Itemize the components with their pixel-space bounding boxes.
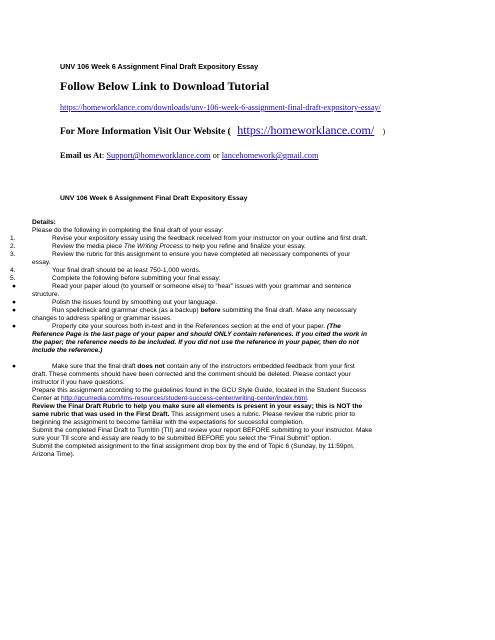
more-info-line <box>60 123 385 138</box>
bullet-item <box>52 363 355 370</box>
prepare-paragraph-line2 <box>32 395 309 402</box>
bullet-icon: ● <box>12 283 16 290</box>
more-info-close: ) <box>382 127 386 136</box>
bullet-text: Properly cite your sources both in-text and in the References section at the end of your paper. <box>52 323 327 330</box>
bullet-item-wrap: include the reference.) <box>32 347 103 354</box>
bullet-item <box>52 323 341 330</box>
list-number: 4. <box>10 267 16 274</box>
email-sep: : <box>101 151 107 160</box>
list-number: 2. <box>10 243 16 250</box>
bullet-item-wrap: draft. These comments should have been corrected and the comment should be deleted. Please contact your <box>32 371 351 378</box>
list-item-wrap: essay. <box>32 259 51 266</box>
list-item-text: to help you refine and finalize your essay. <box>183 243 306 250</box>
prepare-text: Center at <box>32 395 61 402</box>
top-title: UNV 106 Week 6 Assignment Final Draft Expository Essay <box>60 62 259 71</box>
bullet-icon: ● <box>12 299 16 306</box>
rubric-paragraph: Review the Final Draft Rubric to help you make sure all elements is present in your essay; this is NOT the <box>32 403 363 410</box>
list-item: Your final draft should be at least 750-1,000 words. <box>52 267 201 274</box>
list-number: 1. <box>10 235 16 242</box>
bullet-icon: ● <box>12 307 16 314</box>
email-label: Email us At <box>60 151 102 160</box>
bullet-item-wrap: the paper; the reference needs to be included. If you did not use the reference in your paper, then do not <box>32 339 359 346</box>
rubric-emphasis: same rubric that was used in the First Draft. <box>32 411 170 418</box>
details-label: Details: <box>32 219 56 226</box>
list-item: Revise your expository essay using the feedback received from your instructor on your outline and first draft. <box>52 235 368 242</box>
bullet-emphasis: does not <box>137 363 165 370</box>
bullet-text: submitting the final draft. Make any necessary <box>220 307 357 314</box>
rubric-paragraph-line3: beginning the assignment to become familiar with the expectations for successful completion. <box>32 419 304 426</box>
bullet-emphasis: (The <box>326 323 341 330</box>
rubric-paragraph-line2 <box>32 411 355 418</box>
media-title: The Writing Process <box>123 243 184 250</box>
bullet-text: Run spellcheck and grammar check (as a backup) <box>52 307 201 314</box>
submit-paragraph-line2: Arizona Time). <box>32 451 75 458</box>
follow-heading: Follow Below Link to Download Tutorial <box>60 79 270 93</box>
intro-text: Please do the following in completing the final draft of your essay: <box>32 227 224 234</box>
download-link[interactable]: https://homeworklance.com/downloads/unv-106-week-6-assignment-final-draft-expository-essay/ <box>60 103 381 112</box>
list-item-text: Review the media piece <box>52 243 124 250</box>
list-number: 3. <box>10 251 16 258</box>
list-number: 5. <box>10 275 16 282</box>
bullet-item-wrap: instructor if you have questions. <box>32 379 125 386</box>
more-info-label: For More Information Visit Our Website ( <box>60 127 231 137</box>
submit-paragraph: Submit the completed assignment to the final assignment drop box by the end of Topic 6 (Sunday, by 11:59pm, <box>32 443 355 450</box>
bullet-emphasis: before <box>200 307 221 314</box>
list-item: Review the rubric for this assignment to ensure you have completed all necessary components of your <box>52 251 351 258</box>
bullet-item-wrap: changes to address spelling or grammar issues. <box>32 315 173 322</box>
bullet-icon: ● <box>12 363 16 370</box>
email-lance-link[interactable]: lancehomework@gmail.com <box>221 151 319 160</box>
list-item: Complete the following before submitting your final essay: <box>52 275 221 282</box>
prepare-paragraph: Prepare this assignment according to the guidelines found in the GCU Style Guide, located in the Student Success <box>32 387 367 394</box>
bullet-icon: ● <box>12 323 16 330</box>
bullet-item: Read your paper aloud (to yourself or someone else) to “hear” issues with your grammar and sentence <box>52 283 352 290</box>
email-support-link[interactable]: Support@homeworklance.com <box>106 151 211 160</box>
prepare-text: . <box>306 395 309 402</box>
bullet-item-wrap: Reference Page is the last page of your paper and should ONLY contain references. If you cited the work in <box>32 331 368 338</box>
bullet-text: contain any of the instructors embedded feedback from your first <box>164 363 355 370</box>
style-guide-link[interactable]: http://gcumedia.com/lms-resources/student-success-center/writing-center/index.html <box>60 395 307 402</box>
rubric-text: This assignment uses a rubric. Please review the rubric prior to <box>169 411 356 418</box>
bullet-item: Polish the issues found by smoothing out your language. <box>52 299 218 306</box>
bullet-item-wrap: structure. <box>32 291 60 298</box>
doc-title: UNV 106 Week 6 Assignment Final Draft Expository Essay <box>60 195 248 202</box>
list-item <box>52 243 306 250</box>
bullet-text: Make sure that the final draft <box>52 363 138 370</box>
email-line <box>60 151 319 160</box>
tii-paragraph-line2: sure your TII score and essay are ready to be submitted BEFORE you select the “Final Submit” option. <box>32 435 332 442</box>
bullet-item <box>52 307 357 314</box>
tii-paragraph: Submit the completed Final Draft to TurnItIn (TII) and review your report BEFORE submitting to your instructor. Make <box>32 427 373 434</box>
website-link[interactable]: https://homeworklance.com/ <box>237 123 375 137</box>
email-or: or <box>210 151 222 160</box>
